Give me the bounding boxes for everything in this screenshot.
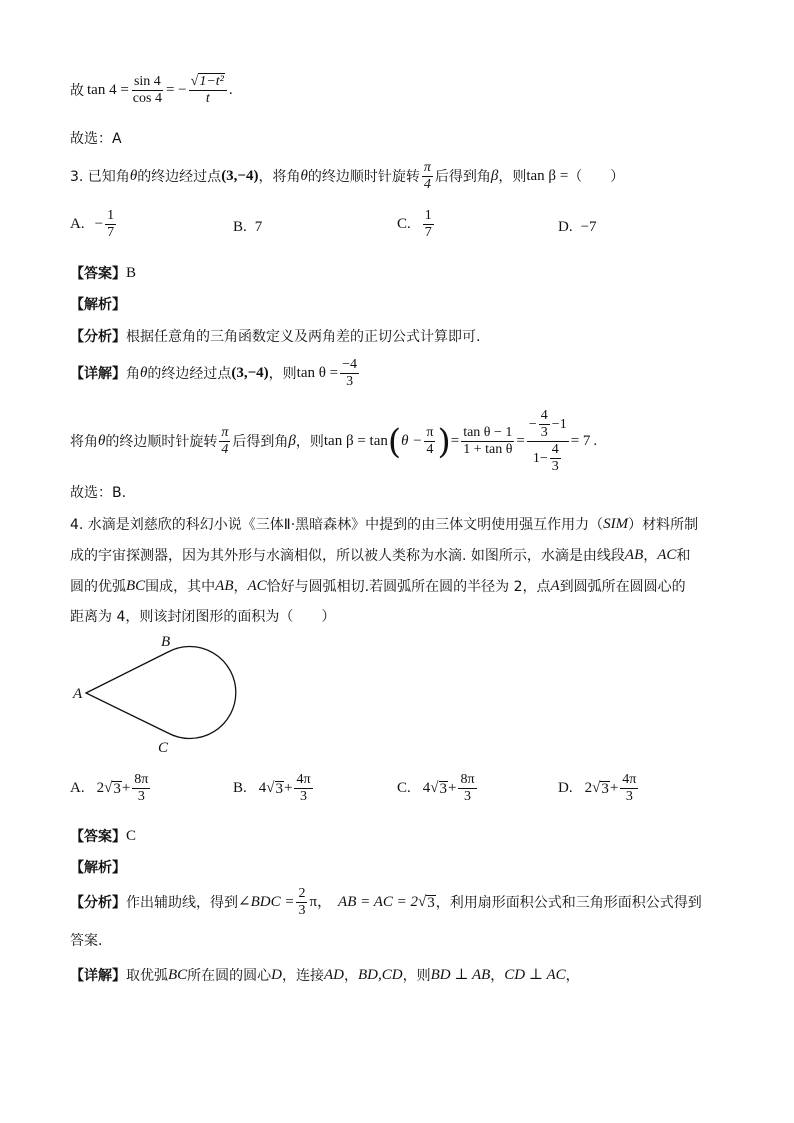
math: = 7 — [570, 433, 591, 450]
denominator: 3 — [137, 789, 145, 805]
radical-sign: √ — [592, 780, 601, 797]
radicand: 1−t² — [199, 74, 224, 89]
text: 取优弧 — [126, 967, 168, 984]
option-value: −7 — [580, 219, 597, 235]
numerator — [527, 408, 569, 442]
text: ，则 — [268, 365, 297, 382]
fraction — [424, 425, 435, 458]
radical-sign: √ — [418, 894, 427, 911]
denominator: 3 — [625, 789, 633, 805]
text: ， — [233, 578, 248, 595]
radicand: 3 — [427, 894, 435, 911]
radicand: 3 — [439, 780, 447, 797]
math: BD ⊥ AB — [430, 967, 491, 983]
option-b — [233, 772, 315, 805]
text: 的终边经过点 — [147, 365, 232, 382]
math: tan θ = — [296, 365, 339, 382]
denominator: 4 — [423, 177, 431, 193]
point-c-label: C — [158, 740, 169, 756]
denominator: 3 — [300, 789, 307, 805]
numerator: 8π — [458, 772, 476, 789]
label: 【分析】 — [70, 894, 126, 911]
detail-line-2 — [70, 408, 597, 475]
text: ，利用扇形面积公式和三角形面积公式得到 — [435, 894, 702, 911]
numerator: 2 — [296, 886, 307, 903]
label: 【详解】 — [70, 967, 126, 984]
math: BD,CD — [358, 967, 403, 983]
tan4-equation — [70, 74, 233, 107]
denominator: 7 — [424, 225, 432, 241]
answer-value: C — [126, 828, 137, 844]
text: 的终边顺时针旋转 — [307, 168, 420, 185]
text: ，将角 — [258, 168, 301, 185]
coefficient: 2 — [584, 780, 593, 797]
denominator — [531, 442, 565, 475]
coefficient: 4 — [258, 780, 267, 797]
plus: + — [448, 780, 457, 797]
text: 4. 水滴是刘慈欣的科幻小说《三体Ⅱ·黑暗森林》中提到的由三体文明使用强互作用力（ — [70, 516, 604, 533]
radicand: 3 — [113, 780, 121, 797]
analysis-label: 【解析】 — [70, 860, 126, 876]
text: 将角 — [70, 433, 98, 450]
option-value: 7 — [254, 219, 263, 235]
math: = − — [165, 82, 187, 99]
numerator: 4π — [620, 772, 638, 789]
text: （ ） — [568, 168, 625, 185]
text: ，连接 — [282, 967, 325, 984]
numerator: 4 — [550, 442, 561, 459]
left-paren: ( — [387, 421, 402, 462]
equals: = — [516, 433, 525, 450]
question-4-line-3 — [70, 579, 686, 594]
option-a — [70, 208, 118, 241]
fraction — [189, 74, 227, 107]
text: ，则 — [498, 168, 527, 185]
math: θ − — [401, 433, 423, 450]
text: ， — [643, 547, 658, 564]
fraction — [219, 425, 230, 458]
numerator: 4 — [539, 408, 550, 425]
denominator: 3 — [551, 459, 559, 475]
math: D — [271, 967, 283, 983]
denominator: t — [205, 91, 210, 107]
numerator: 1 — [423, 208, 434, 225]
coefficient: 4 — [422, 780, 431, 797]
period: . — [228, 82, 233, 99]
denominator: 3 — [540, 425, 548, 441]
text: 根据任意角的三角函数定义及两角差的正切公式计算即可. — [126, 329, 481, 345]
math: θ — [140, 365, 148, 382]
option-key: C. — [397, 780, 411, 797]
numerator: π — [424, 425, 435, 442]
fraction — [296, 886, 307, 919]
question-4-line-1 — [70, 517, 698, 532]
numerator: 4π — [294, 772, 312, 789]
option-d — [558, 772, 640, 805]
text: 的终边顺时针旋转 — [105, 433, 218, 450]
math: ∠BDC = — [238, 894, 295, 911]
denominator: 3 — [346, 374, 354, 390]
radical-sign: √ — [430, 780, 439, 797]
text: 故 — [70, 82, 84, 99]
math: AC — [247, 578, 267, 594]
fraction — [458, 772, 476, 805]
analysis-summary — [70, 886, 702, 919]
text: 所在圆的圆心 — [187, 967, 272, 984]
math: (3,−4) — [231, 365, 269, 382]
analysis-label: 【解析】 — [70, 297, 126, 313]
text: ，则 — [402, 967, 431, 984]
question-3-stem — [70, 160, 624, 193]
text: ， — [565, 967, 580, 984]
answer-label: 【答案】 — [70, 828, 126, 845]
fraction — [340, 357, 359, 390]
text: 恰好与圆弧相切.若圆弧所在圆的半径为 2，点 — [266, 578, 551, 595]
math: AB — [215, 578, 234, 594]
fraction — [620, 772, 638, 805]
math: AB = AC = 2 — [338, 894, 418, 911]
math: CD ⊥ AC — [504, 967, 566, 983]
text: ， — [344, 967, 359, 984]
text: 后得到角 — [232, 433, 289, 450]
math: AC — [657, 547, 677, 563]
option-d — [558, 220, 597, 235]
math: θ — [300, 168, 308, 185]
final-choice: 故选：B. — [70, 485, 127, 501]
detail-line — [70, 968, 580, 983]
denominator: 1 + tan θ — [463, 442, 513, 458]
fraction — [423, 208, 434, 241]
text: ）材料所制 — [628, 516, 699, 533]
fraction — [539, 408, 550, 441]
right-paren: ) — [437, 421, 451, 462]
math: β — [490, 168, 499, 185]
option-c — [397, 772, 479, 805]
text: 作出辅助线，得到 — [126, 894, 238, 911]
math: − — [94, 216, 104, 233]
text: 成的宇宙探测器，因为其外形与水滴相似，所以被人类称为水滴. 如图所示，水滴是由线段 — [70, 547, 625, 564]
fraction — [132, 772, 150, 805]
head: 1− — [532, 450, 548, 466]
math: tan 4 = — [87, 82, 129, 99]
option-b — [233, 220, 262, 235]
math: π， — [309, 894, 333, 911]
math: β — [288, 433, 296, 450]
water-drop-outline — [86, 647, 236, 739]
analysis-summary-end: 答案. — [70, 933, 103, 949]
denominator: cos 4 — [132, 91, 162, 107]
numerator: −4 — [340, 357, 359, 374]
math: BC — [126, 578, 146, 594]
label: 【详解】 — [70, 365, 126, 382]
fraction — [131, 74, 164, 107]
text: 的终边经过点 — [137, 168, 222, 185]
compound-fraction — [527, 408, 569, 475]
text: 围成，其中 — [145, 578, 216, 595]
radicand: 3 — [601, 780, 609, 797]
text: ，则 — [295, 433, 324, 450]
option-key: A. — [70, 216, 85, 233]
option-key: B. — [233, 780, 247, 797]
detail-line-1 — [70, 357, 361, 390]
math: θ — [98, 433, 106, 450]
plus: + — [284, 780, 293, 797]
option-key: D. — [558, 780, 573, 797]
denominator: 3 — [298, 903, 306, 919]
point-a-label: A — [73, 686, 83, 702]
text: 圆的优弧 — [70, 578, 126, 595]
math: A — [550, 578, 560, 594]
plus: + — [609, 780, 619, 797]
math: (3,−4) — [221, 168, 259, 185]
math: AD — [324, 967, 345, 983]
tail: −1 — [551, 416, 567, 432]
option-c — [397, 208, 436, 241]
answer-choice-text: 故选：A — [70, 131, 122, 147]
numerator: π — [422, 160, 433, 177]
denominator: 7 — [107, 225, 115, 241]
option-key: A. — [70, 780, 85, 797]
text: 后得到角 — [434, 168, 491, 185]
numerator: sin 4 — [132, 74, 163, 91]
text: 3. 已知角 — [70, 168, 130, 185]
option-key: D. — [558, 219, 573, 235]
option-key: C. — [397, 216, 411, 233]
math: AB — [624, 547, 644, 563]
math: SIM — [603, 516, 629, 532]
numerator: 1 — [105, 208, 116, 225]
point-b-label: B — [161, 634, 171, 650]
answer-label: 【答案】 — [70, 265, 126, 282]
text: 角 — [126, 365, 140, 382]
math: BC — [168, 967, 188, 983]
numerator: √1−t² — [189, 74, 227, 91]
question-4-line-2 — [70, 548, 690, 563]
numerator: 8π — [132, 772, 150, 789]
denominator: 4 — [426, 442, 434, 458]
option-a — [70, 772, 152, 805]
fraction — [294, 772, 312, 805]
equals: = — [450, 433, 460, 450]
denominator: 4 — [221, 442, 229, 458]
text: 到圆弧所在圆圆心的 — [559, 578, 686, 595]
radicand: 3 — [275, 780, 283, 797]
math: tan β = — [526, 168, 569, 185]
option-key: B. — [233, 219, 247, 235]
plus: + — [121, 780, 131, 797]
text: ， — [490, 967, 505, 984]
math: θ — [129, 168, 138, 185]
radical-sign: √ — [104, 780, 113, 797]
answer-value: B — [126, 265, 137, 281]
sign: − — [528, 416, 537, 432]
math: tan β = tan — [323, 433, 388, 450]
radical-sign: √ — [266, 780, 275, 797]
numerator: π — [219, 425, 230, 442]
period: . — [593, 433, 598, 450]
fraction — [461, 425, 514, 458]
denominator: 3 — [464, 789, 471, 805]
label: 【分析】 — [70, 329, 126, 345]
answer-line — [70, 829, 136, 844]
fraction — [105, 208, 116, 241]
text: 和 — [676, 547, 691, 564]
answer-line — [70, 266, 136, 281]
analysis-summary — [70, 330, 480, 344]
fraction — [422, 160, 433, 193]
fraction — [550, 442, 561, 475]
coefficient: 2 — [96, 780, 105, 797]
question-4-line-4: 距离为 4，则该封闭图形的面积为（ ） — [70, 609, 336, 625]
numerator: tan θ − 1 — [461, 425, 514, 442]
